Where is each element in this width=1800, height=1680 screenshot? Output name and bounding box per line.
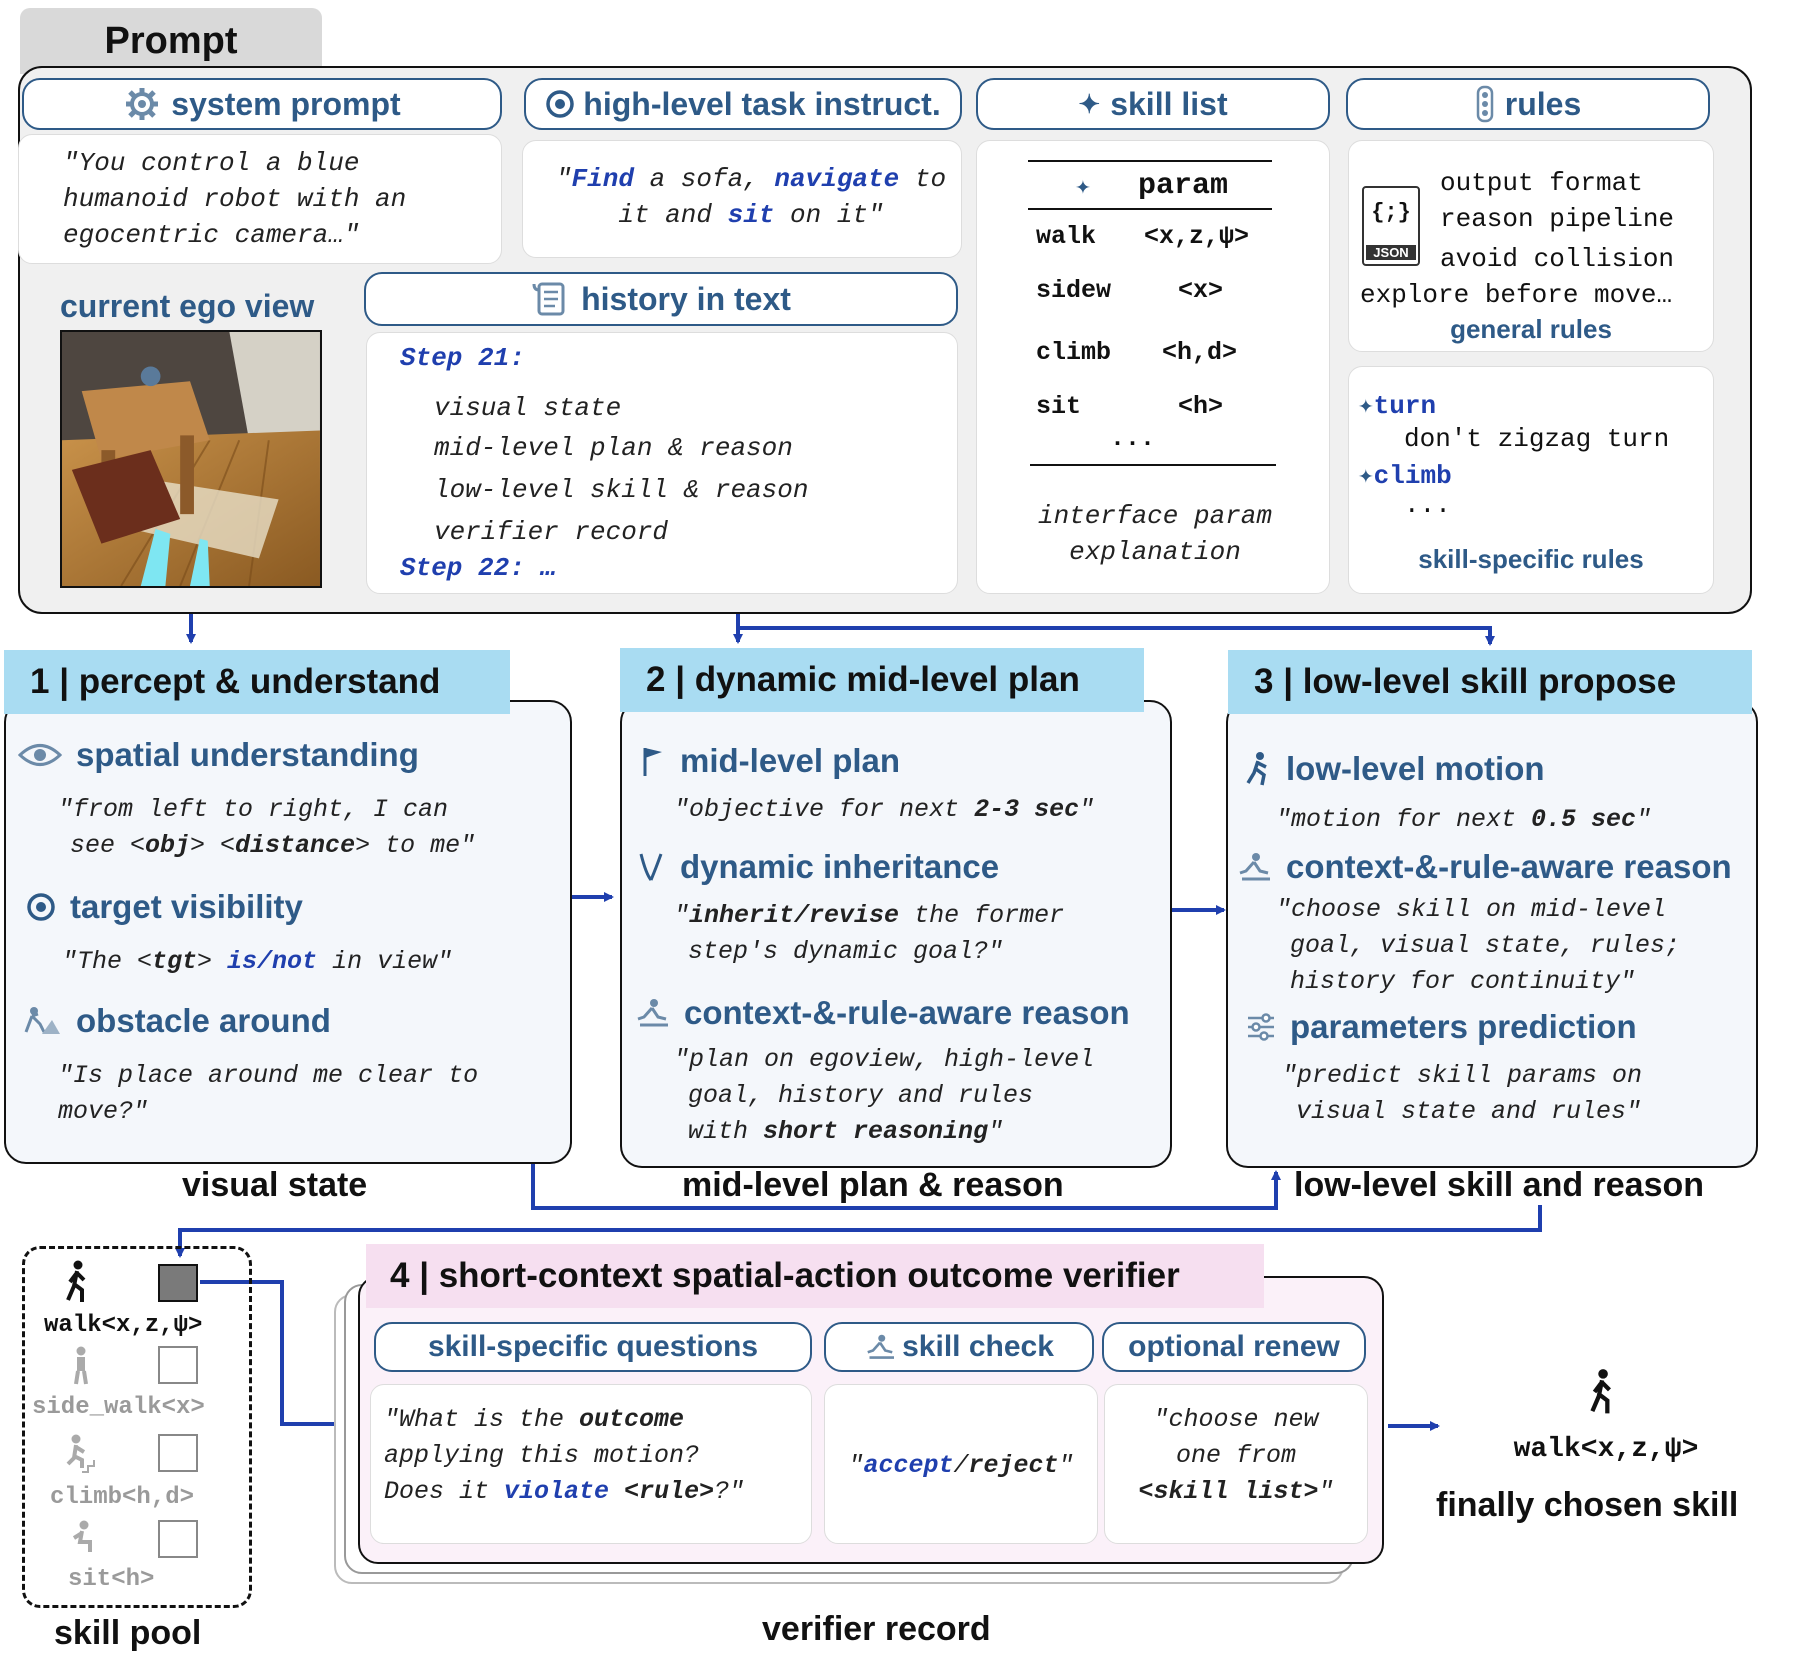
verifier-caption: verifier record <box>762 1610 991 1648</box>
system-prompt-text: "You control a blue humanoid robot with an egocentric camera…" <box>18 134 502 264</box>
history-line-1: visual state <box>434 393 622 423</box>
json-file-icon: {;} JSON <box>1362 186 1420 266</box>
skill-pool-side-walk-label: side_walk<x> <box>32 1394 205 1421</box>
history-header <box>364 272 958 326</box>
verifier-title: 4 | short-context spatial-action outcome verifier <box>366 1244 1264 1308</box>
context-quote-3: "choose skill on mid-level goal, visual state, rules; history for continuity" <box>1276 895 1681 996</box>
spatial-quote: "from left to right, I can see <obj> <distance> to me" <box>58 795 476 860</box>
skill-pool-caption: skill pool <box>54 1614 202 1652</box>
rule-climb: ✦climb <box>1358 461 1452 491</box>
history-step22: Step 22: … <box>400 553 557 583</box>
gear-icon <box>123 85 161 123</box>
sit-person-icon <box>68 1520 98 1554</box>
skill-pool-walk-label: walk<x,z,ψ> <box>44 1312 203 1339</box>
target-visibility-heading: target visibility <box>26 888 303 926</box>
skill-list-footer: interface param explanation <box>1037 501 1273 567</box>
renew-text: "choose new one from <skill list>" <box>1138 1405 1334 1506</box>
context-aware-heading-3: context-&-rule-aware reason <box>1236 848 1732 886</box>
context-quote-2: "plan on egoview, high-level goal, history and rules with short reasoning" <box>674 1045 1095 1146</box>
parameters-quote: "predict skill params on visual state and rules" <box>1282 1061 1643 1126</box>
context-aware-heading-2: context-&-rule-aware reason <box>634 994 1130 1032</box>
history-title: history in text <box>581 280 791 317</box>
skill-row-walk: walk <x,z,ψ> <box>1036 222 1250 251</box>
task-instruct-header <box>524 78 962 130</box>
dynamic-inheritance-heading: dynamic inheritance <box>636 848 999 886</box>
low-level-motion-heading: low-level motion <box>1244 750 1545 788</box>
climb-checkbox[interactable] <box>158 1434 198 1472</box>
skill-questions-header: skill-specific questions <box>374 1322 812 1372</box>
skill-list-header <box>976 78 1330 130</box>
climb-person-icon <box>64 1434 98 1474</box>
final-walk-person-icon <box>1586 1366 1618 1418</box>
stage3-caption: low-level skill and reason <box>1294 1166 1705 1204</box>
skater-icon <box>634 997 670 1029</box>
obstacle-heading: obstacle around <box>18 1002 331 1040</box>
final-skill: walk<x,z,ψ> <box>1513 1434 1699 1465</box>
rule-general-3: avoid collision <box>1440 244 1675 274</box>
walk-person-icon <box>62 1260 92 1304</box>
low-level-motion-quote: "motion for next 0.5 sec" <box>1276 805 1652 834</box>
flag-icon <box>640 744 666 778</box>
skill-pool-climb-label: climb<h,d> <box>50 1484 195 1511</box>
rules-title: rules <box>1504 85 1582 122</box>
side-walk-person-icon <box>68 1346 94 1386</box>
skill-list-ellipsis: ... <box>1110 424 1156 453</box>
system-prompt-title: system prompt <box>171 85 401 122</box>
skill-pool-box <box>22 1246 252 1608</box>
stage2-caption: mid-level plan & reason <box>682 1166 1064 1204</box>
skill-list-rule-bottom <box>1030 464 1276 466</box>
skater-icon <box>1236 851 1272 883</box>
history-line-2: mid-level plan & reason <box>434 433 793 463</box>
target-icon <box>545 89 575 119</box>
skill-row-climb: climb <h,d> <box>1036 338 1238 367</box>
stage2-title: 2 | dynamic mid-level plan <box>620 648 1144 712</box>
target-quote: "The <tgt> is/not in view" <box>62 947 453 976</box>
specific-rules-label: skill-specific rules <box>1418 544 1644 574</box>
spatial-understanding-heading: spatial understanding <box>18 736 419 774</box>
traffic-light-icon <box>1475 85 1495 123</box>
rule-turn: ✦turn <box>1358 391 1437 421</box>
skater-icon <box>864 1333 896 1361</box>
skill-list-rule-top <box>1028 160 1272 162</box>
history-step21: Step 21: <box>400 343 525 373</box>
stage1-title: 1 | percept & understand <box>4 650 510 714</box>
stage1-caption: visual state <box>182 1166 368 1204</box>
task-instruct-title: high-level task instruct. <box>583 85 941 122</box>
check-text: "accept/reject" <box>848 1451 1074 1480</box>
rule-general-1: output format <box>1440 168 1643 198</box>
skill-list-rule-mid <box>1028 208 1272 210</box>
optional-renew-header: optional renew <box>1102 1322 1366 1372</box>
final-caption: finally chosen skill <box>1436 1486 1739 1524</box>
ego-view-image <box>60 330 322 588</box>
skill-pool-sit-label: sit<h> <box>68 1566 155 1593</box>
mid-level-plan-quote: "objective for next 2-3 sec" <box>674 795 1095 824</box>
side-walk-checkbox[interactable] <box>158 1346 198 1384</box>
system-prompt-header <box>22 78 502 130</box>
history-line-4: verifier record <box>434 517 669 547</box>
obstacle-quote: "Is place around me clear to move?" <box>58 1061 479 1126</box>
dynamic-inheritance-quote: "inherit/revise the former step's dynamic goal?" <box>674 901 1065 966</box>
general-rules-label: general rules <box>1450 314 1612 344</box>
target-icon <box>26 892 56 922</box>
rules-header <box>1346 78 1710 130</box>
skill-list-title: skill list <box>1110 85 1228 122</box>
parameters-prediction-heading: parameters prediction <box>1246 1008 1637 1046</box>
sliders-icon <box>1246 1012 1276 1042</box>
ego-view-label: current ego view <box>60 288 315 324</box>
skill-list-param-header: ✦ param <box>1028 164 1272 208</box>
eye-icon <box>18 742 62 768</box>
rule-ellipsis: ... <box>1404 490 1451 520</box>
prompt-tab: Prompt <box>20 8 322 74</box>
merge-icon <box>636 850 666 884</box>
rule-general-2: reason pipeline <box>1440 204 1675 234</box>
rule-general-4: explore before move… <box>1360 280 1673 310</box>
mid-level-plan-heading: mid-level plan <box>640 742 900 780</box>
scroll-icon <box>531 280 571 318</box>
walk-checkbox[interactable] <box>158 1264 198 1302</box>
skill-check-header <box>824 1322 1094 1372</box>
hiker-icon <box>18 1006 62 1036</box>
sit-checkbox[interactable] <box>158 1520 198 1558</box>
skill-row-sit: sit <h> <box>1036 392 1224 421</box>
rule-turn-text: don't zigzag turn <box>1404 424 1670 454</box>
stage3-title: 3 | low-level skill propose <box>1228 650 1752 714</box>
skill-check-title: skill check <box>902 1330 1054 1363</box>
questions-text: "What is the outcome applying this motion? Does it violate <rule>?" <box>384 1405 745 1506</box>
history-line-3: low-level skill & reason <box>434 475 809 505</box>
skill-row-sidew: sidew <x> <box>1036 276 1224 305</box>
arrow-history-to-stage3 <box>738 628 1490 644</box>
runner-icon <box>1244 751 1272 787</box>
sparkle-icon: ✦ <box>1075 171 1091 202</box>
sparkle-icon: ✦ <box>1078 88 1101 119</box>
task-instruct-text: "Find a sofa, navigate to it and sit on it" <box>522 140 962 258</box>
